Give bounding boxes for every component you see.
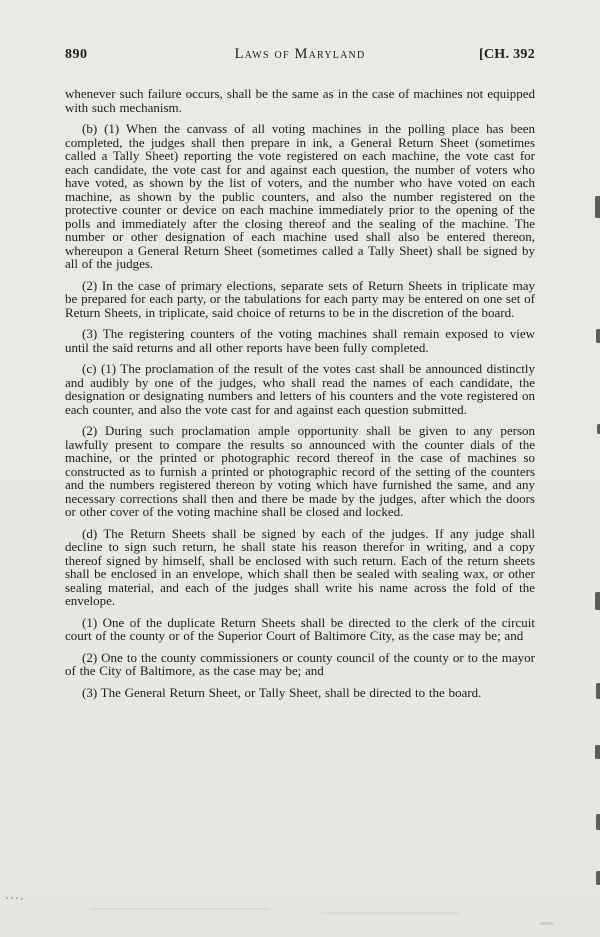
paragraph-b2: (2) In the case of primary elections, separate sets of Return Sheets in triplicate may be prepared for each party, or the tabulations for each party may be entered on one set of Return Sheets, in triplicate, said choice of returns to be in the discretion of the board. [65,277,535,320]
scan-artifact [596,683,600,699]
paragraph-b3: (3) The registering counters of the voting machines shall remain exposed to view until the said returns and all other reports have been fully completed. [65,326,535,355]
running-title: Laws of Maryland [234,46,366,62]
scan-artifact [595,745,600,759]
chapter-reference: [CH. 392 [478,47,535,62]
paragraph-d3: (3) The General Return Sheet, or Tally Sheet, shall be directed to the board. [82,684,482,700]
scan-artifact [90,908,270,910]
scan-artifact [320,912,460,914]
scan-artifact [595,592,600,610]
scan-artifact [596,871,600,885]
scan-artifact [540,922,554,925]
page-number: 890 [65,47,88,62]
statute-text [65,87,535,699]
paragraph-d1: (1) One of the duplicate Return Sheets shall be directed to the clerk of the circuit court of the county or of the Superior Court of Baltimore City, as the case may be; and [65,614,535,643]
paragraph-c2: (2) During such proclamation ample opportunity shall be given to any person lawfully present to compare the results so announced with the counter dials of the machine, or the printed or photographic record thereof in the case of machines so constructed as to furnish a printed or photographic record of the setting of the counters and the numbers registered thereon by voting which have furnished the same, and any necessary corrections shall then and there be made by the judges, after which the doors or other cover of the voting machine shall be closed and locked. [65,423,535,519]
page-header [65,46,535,63]
paragraph-c1: (c) (1) The proclamation of the result of the votes cast shall be announced distinctly and audibly by one of the judges, who shall read the names of each candidate, the designation or designating numbers and letters of his counters and the vote registered on each counter, and also the vote cast for and against each question submitted. [65,361,535,417]
scan-artifact [596,329,600,343]
scan-artifact [596,814,600,830]
scan-artifact [6,897,8,899]
paragraph-b1: (b) (1) When the canvass of all voting machines in the polling place has been completed, the judges shall then prepare in ink, a General Return Sheet (sometimes called a Tally Sheet) reporting the vote registered on each machine, the vote cast for each candidate, the vote cast for and against each question, the number of voters who have voted, as shown by the list of voters, and the number who have voted on each machine, as shown by the public counters, and also the number registered on the protective counter or device on each machine immediately prior to the opening of the polls and immediately after the closing thereof and the sealing of the machine. The number or other designation of each machine used shall also be entered thereon, whereupon a General Return Sheet (sometimes called a Tally Sheet) shall be signed by all of the judges. [65,121,535,271]
paragraph-d2: (2) One to the county commissioners or county council of the county or to the mayor of the City of Baltimore, as the case may be; and [65,649,535,678]
paragraph-d: (d) The Return Sheets shall be signed by each of the judges. If any judge shall decline to sign such return, he shall state his reason therefor in writing, and a copy thereof signed by himself, shall be enclosed with such return. Each of the return sheets shall be enclosed in an envelope, which shall then be sealed with sealing wax, or other sealing material, and each of the judges shall write his name across the fold of the envelope. [65,525,535,608]
scan-artifact [595,196,600,218]
paragraph-continuation: whenever such failure occurs, shall be the same as in the case of machines not equipped with such mechanism. [65,86,535,115]
